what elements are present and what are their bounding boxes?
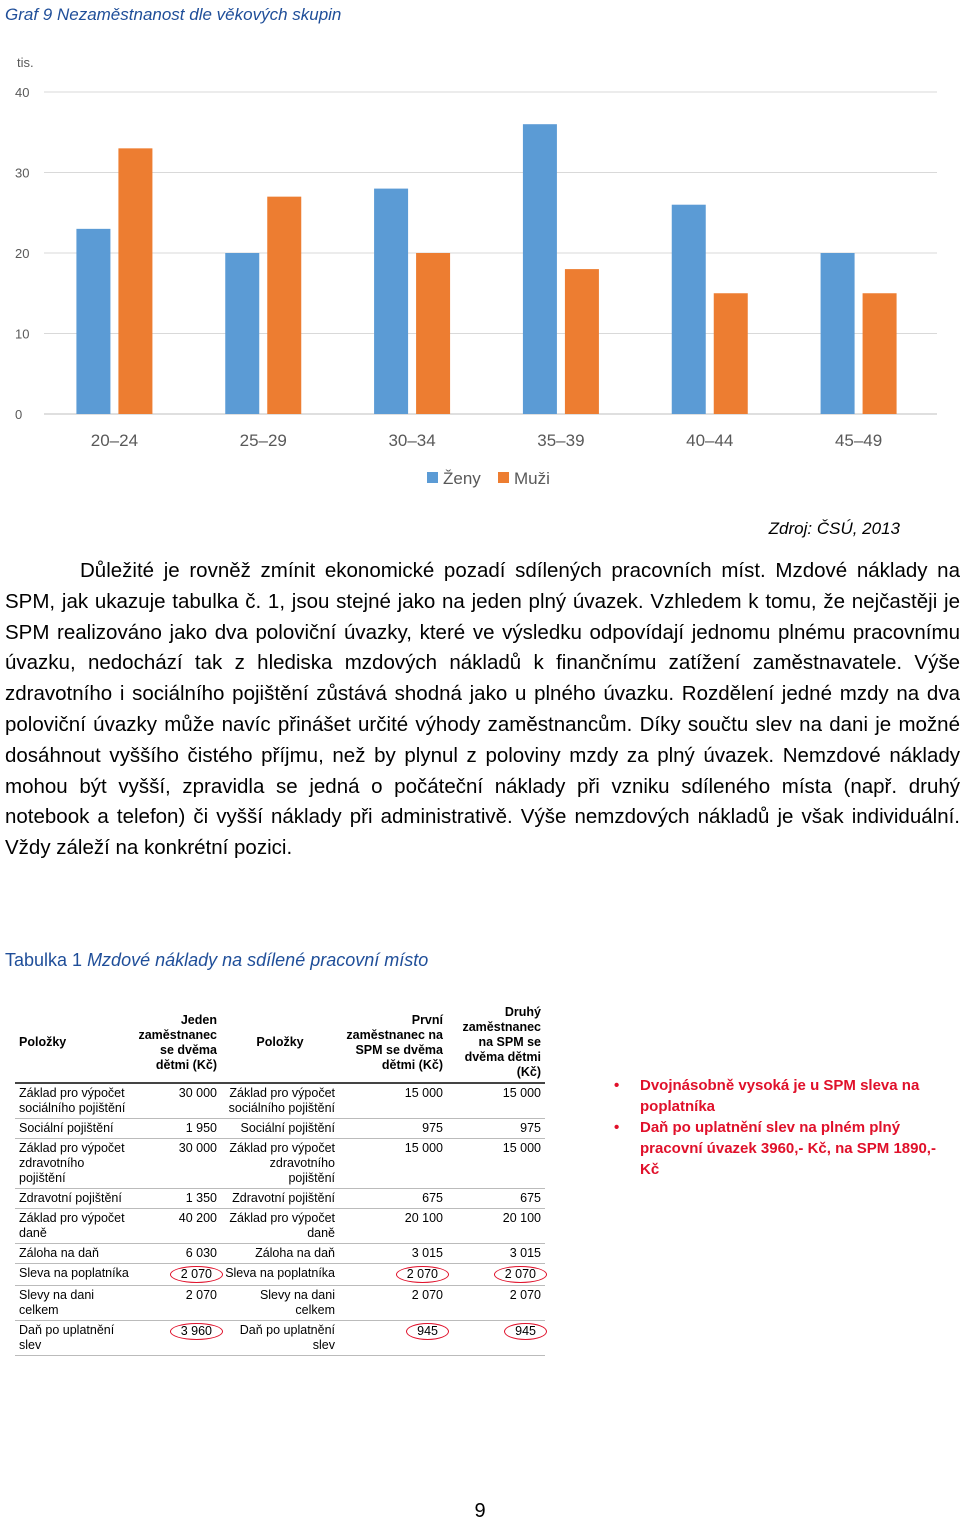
table-cell [447, 1189, 545, 1209]
cell-text: Základ pro výpočet zdravotního pojištění [19, 1141, 125, 1185]
table-cell [339, 1083, 447, 1119]
cell-text: Sleva na poplatníka [225, 1266, 335, 1280]
cell-text: Daň po uplatnění slev [239, 1323, 335, 1352]
wage-cost-table [15, 1003, 545, 1356]
bar-muzi [267, 197, 301, 414]
table-cell [133, 1209, 221, 1244]
bar-zeny [523, 124, 557, 414]
cell-text: 30 000 [178, 1141, 217, 1155]
legend-swatch-muzi [498, 472, 509, 483]
cell-text: 15 000 [502, 1086, 541, 1100]
table-cell [221, 1083, 339, 1119]
bar-zeny [374, 189, 408, 414]
cell-text: 20 100 [502, 1211, 541, 1225]
cell-text: 2 070 [185, 1288, 217, 1302]
table-row [15, 1119, 545, 1139]
header-polozky-1: Položky [19, 1035, 67, 1049]
table-cell [447, 1083, 545, 1119]
table-row [15, 1189, 545, 1209]
table-cell [15, 1189, 133, 1209]
cell-text: 40 200 [178, 1211, 217, 1225]
cell-text: 675 [422, 1191, 443, 1205]
table-cell [221, 1321, 339, 1356]
legend-label-zeny: Ženy [443, 469, 481, 488]
y-tick-label: 30 [15, 165, 30, 181]
x-tick-label: 45–49 [834, 431, 883, 450]
table-cell [447, 1321, 545, 1356]
cell-text: 3 015 [411, 1246, 443, 1260]
table-cell [133, 1083, 221, 1119]
table-cell [339, 1189, 447, 1209]
x-tick-label: 20–24 [90, 431, 139, 450]
bar-zeny [672, 205, 706, 414]
y-tick-label: 40 [15, 85, 30, 100]
table-row [15, 1209, 545, 1244]
table-cell [339, 1209, 447, 1244]
y-tick-label: 0 [15, 407, 23, 422]
table-cell [221, 1244, 339, 1264]
page-number: 9 [474, 1500, 486, 1522]
table-cell [133, 1286, 221, 1321]
cell-text: Základ pro výpočet daně [229, 1211, 335, 1240]
header-druhy: Druhý zaměstnanec na SPM se dvěma dětmi (Kč) [462, 1005, 541, 1079]
legend-swatch-zeny [427, 472, 438, 483]
cell-text: Záloha na daň [19, 1246, 99, 1260]
chart-source: Zdroj: ČSÚ, 2013 [768, 519, 900, 538]
cell-text: 975 [422, 1121, 443, 1135]
header-jeden: Jeden zaměstnanec se dvěma dětmi (Kč) [138, 1012, 217, 1072]
bar-muzi [416, 253, 450, 414]
circled-value: 945 [406, 1323, 449, 1340]
cell-text: 1 350 [185, 1191, 217, 1205]
table-cell [447, 1244, 545, 1264]
table-cell [339, 1286, 447, 1321]
cell-text: 15 000 [502, 1141, 541, 1155]
cell-text: Základ pro výpočet sociálního pojištění [19, 1086, 126, 1115]
cell-text: Daň po uplatnění slev [19, 1323, 115, 1352]
circled-value: 2 070 [494, 1266, 547, 1283]
cell-text: Záloha na daň [255, 1246, 335, 1260]
cell-text: 30 000 [178, 1086, 217, 1100]
cell-text: Sleva na poplatníka [19, 1266, 129, 1280]
table-row [15, 1321, 545, 1356]
table-caption-title: Mzdové náklady na sdílené pracovní místo [87, 950, 429, 970]
circled-value: 2 070 [170, 1266, 223, 1283]
table-cell [339, 1139, 447, 1189]
bar-zeny [821, 253, 855, 414]
bar-muzi [565, 269, 599, 414]
chart-title: Graf 9 Nezaměstnanost dle věkových skupin [5, 5, 342, 24]
cell-text: Základ pro výpočet sociálního pojištění [228, 1086, 335, 1115]
cell-text: 975 [520, 1121, 541, 1135]
cell-text: 675 [520, 1191, 541, 1205]
cell-text: 15 000 [404, 1141, 443, 1155]
table-cell [133, 1139, 221, 1189]
table-cell [133, 1189, 221, 1209]
cell-text: Zdravotní pojištění [19, 1191, 122, 1205]
header-prvni: První zaměstnanec na SPM se dvěma dětmi (Kč) [346, 1012, 443, 1072]
legend [427, 469, 550, 488]
legend-label-muzi: Muži [514, 469, 550, 488]
cell-text: Sociální pojištění [240, 1121, 335, 1135]
x-tick-label: 35–39 [537, 431, 585, 450]
cell-text: 6 030 [185, 1246, 217, 1260]
cell-text: 1 950 [185, 1121, 217, 1135]
x-tick-label: 30–34 [388, 431, 436, 450]
table-cell [221, 1209, 339, 1244]
cell-text: Slevy na dani celkem [19, 1288, 95, 1317]
note-item: • Dvojnásobně vysoká je u SPM sleva na poplatníka [612, 1075, 952, 1117]
table-cell [339, 1119, 447, 1139]
y-tick-labels [15, 85, 29, 422]
table-cell [447, 1264, 545, 1286]
table-row [15, 1083, 545, 1119]
table-cell [133, 1119, 221, 1139]
highlight-notes [612, 1075, 952, 1180]
table-row [15, 1264, 545, 1286]
y-tick-label: 20 [15, 246, 30, 261]
table-cell [221, 1119, 339, 1139]
table-row [15, 1244, 545, 1264]
table-cell [15, 1264, 133, 1286]
x-tick-label: 40–44 [686, 431, 734, 450]
table-header-row [15, 1003, 545, 1083]
cell-text: 15 000 [404, 1086, 443, 1100]
cell-text: Základ pro výpočet daně [19, 1211, 125, 1240]
table-cell [133, 1244, 221, 1264]
table-cell [339, 1264, 447, 1286]
table-cell [221, 1286, 339, 1321]
cell-text: 2 070 [509, 1288, 541, 1302]
table-row [15, 1286, 545, 1321]
cell-text: Základ pro výpočet zdravotního pojištění [229, 1141, 335, 1185]
bar-zeny [76, 229, 110, 414]
table-caption [5, 950, 428, 971]
header-polozky-2: Položky [256, 1035, 304, 1049]
grid-lines [44, 92, 937, 414]
bars [76, 124, 896, 414]
circled-value: 2 070 [396, 1266, 449, 1283]
y-tick-label: 10 [15, 326, 30, 342]
table-cell [447, 1286, 545, 1321]
y-unit-label: tis. [17, 55, 34, 70]
circled-value: 3 960 [170, 1323, 223, 1340]
circled-value: 945 [504, 1323, 547, 1340]
table-cell [221, 1264, 339, 1286]
table-cell [15, 1119, 133, 1139]
table-cell [15, 1139, 133, 1189]
table-cell [221, 1139, 339, 1189]
table-cell [339, 1321, 447, 1356]
bar-muzi [118, 148, 152, 414]
unemployment-chart [0, 40, 960, 510]
table-cell [133, 1321, 221, 1356]
body-paragraph [5, 556, 960, 864]
table-cell [15, 1209, 133, 1244]
x-tick-label: 25–29 [239, 431, 287, 450]
x-tick-labels [91, 431, 882, 450]
note-item: • Daň po uplatnění slev na plném plný pracovní úvazek 3960,- Kč, na SPM 1890,- Kč [612, 1117, 952, 1180]
table-caption-prefix: Tabulka 1 [5, 950, 88, 970]
table-cell [339, 1244, 447, 1264]
table-cell [447, 1139, 545, 1189]
table-cell [15, 1286, 133, 1321]
table-cell [447, 1209, 545, 1244]
bar-muzi [863, 293, 897, 414]
cell-text: Sociální pojištění [19, 1121, 114, 1135]
table-row [15, 1139, 545, 1189]
table-cell [15, 1083, 133, 1119]
cell-text: 20 100 [404, 1211, 443, 1225]
cell-text: 2 070 [411, 1288, 443, 1302]
paragraph-text: Důležité je rovněž zmínit ekonomické pozadí sdílených pracovních míst. Mzdové náklady na SPM, jak ukazuje tabulka č. 1, jsou stejné jako na jeden plný úvazek. Vzhledem k tomu, že nejčastěji je SPM realizováno jako dva poloviční úvazky, které ve výsledku odpovídají jednomu plnému pracovnímu úvazku, nedochází tak z hlediska mzdových nákladů k finančnímu zatížení zaměstnavatele. Výše zdravotního i sociálního pojištění zůstává shodná jako u plného úvazku. Rozdělení jedné mzdy na dva poloviční úvazky může navíc přinášet určité výhody zaměstnancům. Díky součtu slev na dani je možné dosáhnout vyššího čistého příjmu, než by plynul z poloviny mzdy za plný úvazek. Nemzdové náklady mohou být vyšší, zpravidla se jedná o počáteční náklady při vzniku sdíleného místa (např. druhý notebook a telefon) či vyšší náklady při administrativě. Výše nemzdových nákladů je však individuální. Vždy záleží na konkrétní pozici. [5, 559, 960, 860]
table-cell [133, 1264, 221, 1286]
cell-text: Slevy na dani celkem [259, 1288, 335, 1317]
table-cell [221, 1189, 339, 1209]
table-cell [15, 1244, 133, 1264]
bar-muzi [714, 293, 748, 414]
cell-text: Zdravotní pojištění [232, 1191, 335, 1205]
table-cell [447, 1119, 545, 1139]
table-cell [15, 1321, 133, 1356]
cell-text: 3 015 [509, 1246, 541, 1260]
bar-zeny [225, 253, 259, 414]
